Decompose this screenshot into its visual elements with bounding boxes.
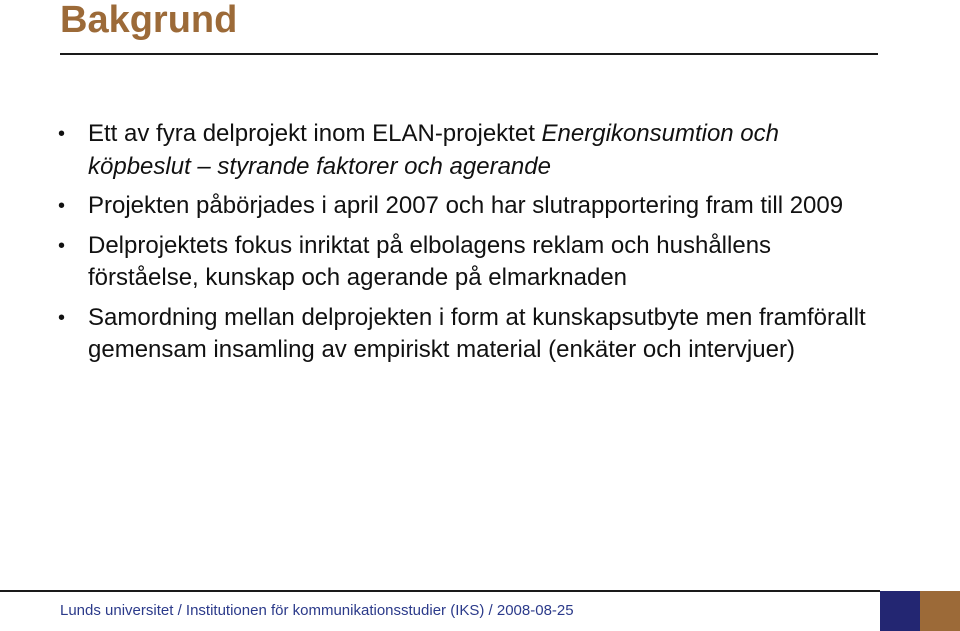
bullet-item: [58, 302, 888, 367]
bullet-text-italic: Energikonsumtion och köpbeslut – styrande faktorer och agerande: [88, 120, 779, 180]
bullet-text: Delprojektets fokus inriktat på elbolagens reklam och hushållens förståelse, kunskap och agerande på elmarknaden: [88, 231, 772, 291]
bullet-marker: •: [58, 234, 66, 257]
bullet-item: [58, 230, 888, 295]
footer-brown-block: [920, 591, 960, 631]
bullet-item: [58, 190, 888, 223]
bullet-list: [58, 118, 888, 374]
bullet-marker: •: [58, 123, 66, 145]
bullet-text: Projekten påbörjades i april 2007 och har slutrapportering fram till 2009: [88, 192, 844, 219]
title-divider: [60, 53, 878, 55]
slide-title: Bakgrund: [60, 0, 238, 41]
bullet-text: Ett av fyra delprojekt inom ELAN-projektet: [88, 120, 542, 147]
bullet-text: Samordning mellan delprojekten i form at kunskapsutbyte men framförallt gemensam insamling av empiriskt material (enkäter och intervjuer): [88, 303, 866, 363]
bullet-item: [58, 118, 888, 183]
bullet-marker: •: [58, 306, 66, 329]
footer-navy-block: [880, 591, 920, 631]
footer-text: Lunds universitet / Institutionen för kommunikationsstudier (IKS) / 2008-08-25: [60, 602, 574, 619]
bullet-marker: •: [58, 195, 66, 217]
footer-divider: [0, 590, 880, 592]
